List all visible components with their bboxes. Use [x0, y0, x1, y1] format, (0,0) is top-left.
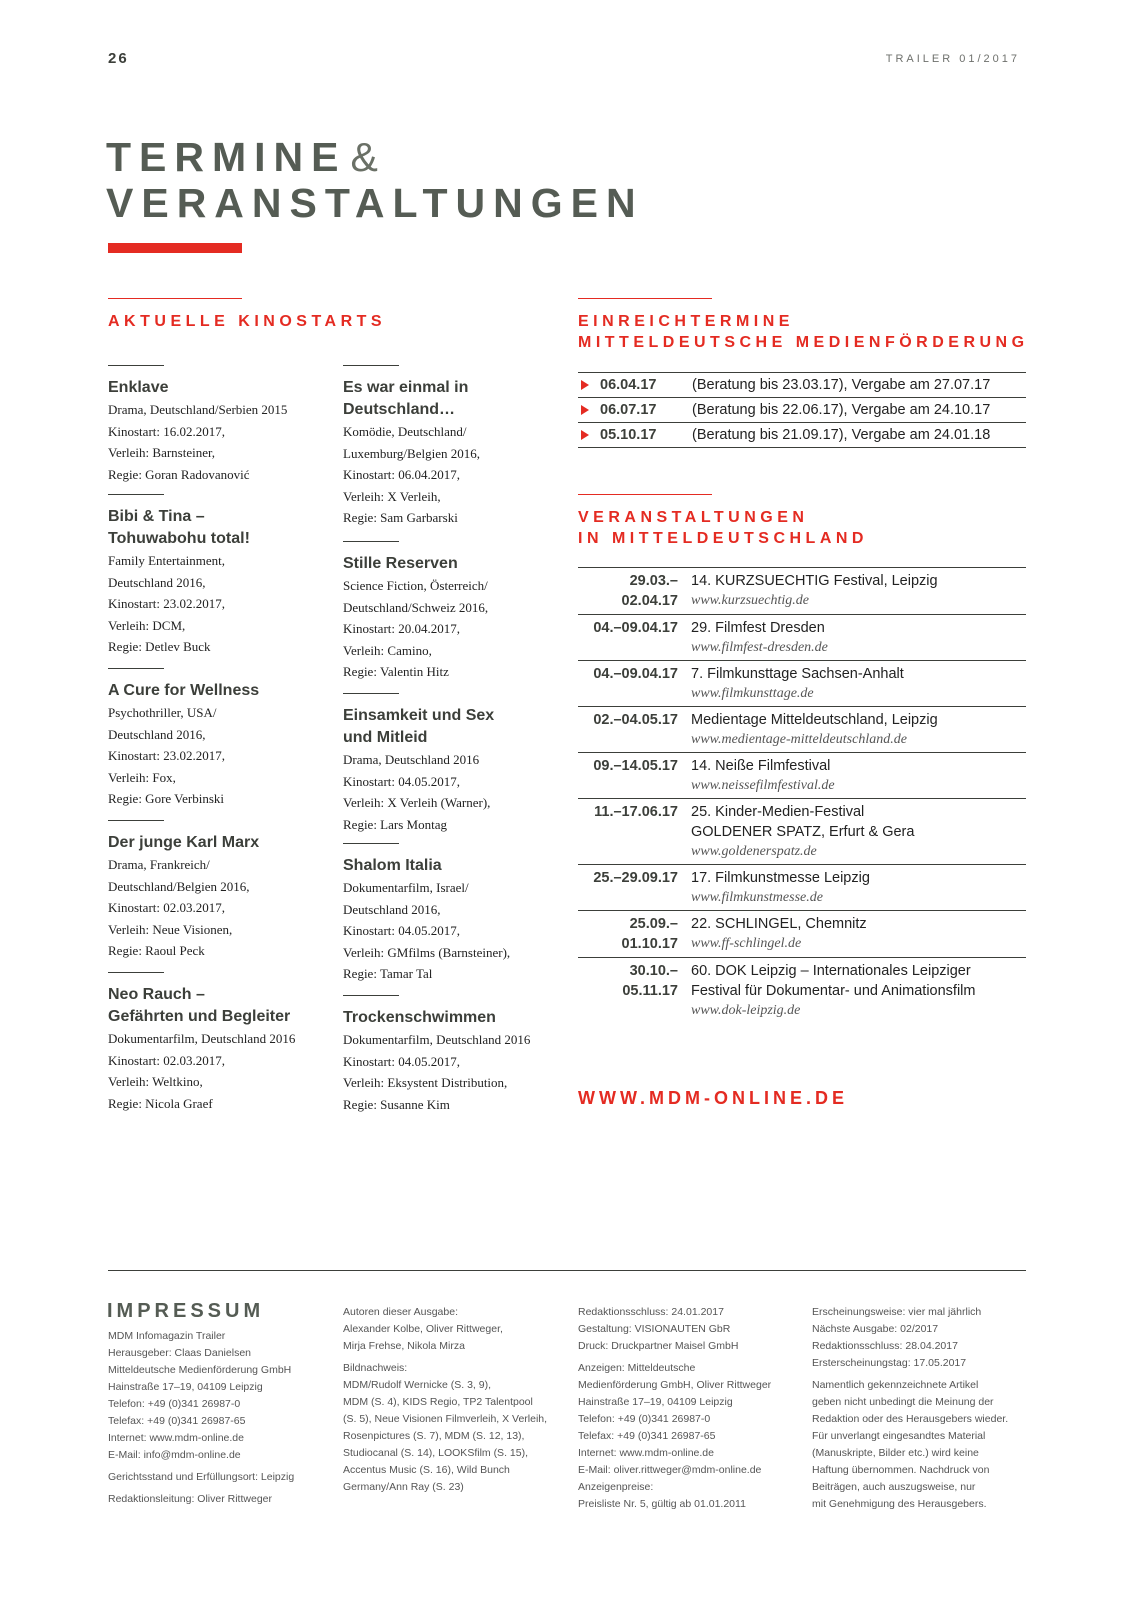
event-url[interactable]: www.kurzsuechtig.de [691, 593, 809, 608]
einreichtermine-rule [578, 298, 712, 299]
impressum-rule [108, 1270, 1026, 1271]
impressum-heading: IMPRESSUM [107, 1300, 265, 1322]
event-date: 25.09.– 01.10.17 [621, 916, 678, 952]
film-trockenschwimmen [343, 995, 568, 1115]
event-date: 09.–14.05.17 [593, 758, 678, 774]
film-separator [108, 365, 164, 366]
film-title: Stille Reserven [343, 555, 458, 572]
film-enklave [108, 365, 333, 485]
film-title: Enklave [108, 379, 169, 396]
event-name: 29. Filmfest Dresden [691, 620, 825, 636]
deadline-date: 05.10.17 [600, 427, 657, 443]
deadline-text: (Beratung bis 21.09.17), Vergabe am 24.01.18 [692, 427, 991, 443]
kinostarts-heading: AKTUELLE KINOSTARTS [108, 313, 387, 330]
impressum-text: Namentlich gekennzeichnete Artikel geben nicht unbedingt die Meinung der Redaktion oder des Herausgebers wieder. Für unverlangt eingesandtes Material (Manuskripte, Bilder etc.) wird keine Haftung übernommen. Nachdruck von Beiträgen, auch auszugsweise, nur mit Genehmigung des Herausgebers. [812, 1379, 1009, 1510]
event-row [578, 568, 1026, 615]
film-neo-rauch [108, 972, 333, 1114]
event-url[interactable]: www.goldenerspatz.de [691, 844, 817, 859]
event-row [578, 799, 1026, 865]
title-ampersand: & [350, 134, 378, 180]
event-date: 02.–04.05.17 [593, 712, 678, 728]
impressum-text: MDM Infomagazin Trailer Herausgeber: Claas Danielsen Mitteldeutsche Medienförderung GmbH Hainstraße 17–19, 04109 Leipzig Telefon: +49 (0)341 26987-0 Telefax: +49 (0)341 26987-65 Internet: www.mdm-online.de E-Mail: info@mdm-online.de [108, 1330, 292, 1461]
deadline-row [578, 373, 1026, 398]
einreichtermine-heading-line1: EINREICHTERMINE [578, 313, 794, 330]
film-details: Family Entertainment, Deutschland 2016, Kinostart: 23.02.2017, Verleih: DCM, Regie: Detlev Buck [108, 553, 225, 654]
film-title: Neo Rauch – Gefährten und Begleiter [108, 986, 291, 1025]
event-name: 17. Filmkunstmesse Leipzig [691, 870, 870, 886]
events-table [578, 567, 1026, 1023]
einreichtermine-heading-line2: MITTELDEUTSCHE MEDIENFÖRDERUNG [578, 334, 1029, 351]
impressum-col-2 [343, 1304, 573, 1501]
event-row [578, 958, 1026, 1023]
film-details: Drama, Deutschland/Serbien 2015 Kinostart: 16.02.2017, Verleih: Barnsteiner, Regie: Goran Radovanović [108, 402, 288, 482]
film-title: Shalom Italia [343, 857, 442, 874]
impressum-text: Erscheinungsweise: vier mal jährlich Nächste Ausgabe: 02/2017 Redaktionsschluss: 28.04.2017 Ersterscheinungstag: 17.05.2017 [812, 1306, 982, 1369]
impressum-text: Anzeigen: Mitteldeutsche Medienförderung GmbH, Oliver Rittweger Hainstraße 17–19, 04109 Leipzig Telefon: +49 (0)341 26987-0 Telefax: +49 (0)341 26987-65 Internet: www.mdm-online.de E-Mail: oliver.rittweger@mdm-online.de Anzeigenpreise: Preisliste Nr. 5, gültig ab 01.01.2011 [578, 1362, 772, 1510]
film-details: Science Fiction, Österreich/ Deutschland/Schweiz 2016, Kinostart: 20.04.2017, Verleih: Camino, Regie: Valentin Hitz [343, 578, 489, 679]
event-name: 60. DOK Leipzig – Internationales Leipziger Festival für Dokumentar- und Animationsfilm [691, 963, 976, 999]
kinostarts-rule [108, 298, 242, 299]
film-es-war-einmal [343, 365, 568, 529]
veranstaltungen-heading [578, 507, 868, 549]
deadline-text: (Beratung bis 23.03.17), Vergabe am 27.07.17 [692, 377, 991, 393]
film-separator [343, 693, 399, 694]
event-row [578, 865, 1026, 911]
event-url[interactable]: www.neissefilmfestival.de [691, 778, 835, 793]
film-title: Einsamkeit und Sex und Mitleid [343, 707, 495, 746]
film-title: Trockenschwimmen [343, 1009, 496, 1026]
film-title: A Cure for Wellness [108, 682, 260, 699]
film-bibi-tina [108, 494, 333, 658]
page-number: 26 [108, 50, 129, 67]
film-cure-for-wellness [108, 668, 333, 810]
film-separator [108, 972, 164, 973]
title-accent-bar [108, 243, 242, 253]
event-name: 14. Neiße Filmfestival [691, 758, 831, 774]
event-date: 29.03.– 02.04.17 [621, 573, 678, 609]
event-row [578, 911, 1026, 958]
deadline-text: (Beratung bis 22.06.17), Vergabe am 24.10.17 [692, 402, 991, 418]
film-separator [343, 541, 399, 542]
impressum-col-4 [812, 1304, 1042, 1518]
veranstaltungen-heading-line2: IN MITTELDEUTSCHLAND [578, 530, 868, 547]
running-title: TRAILER 01/2017 [885, 53, 1020, 65]
film-details: Dokumentarfilm, Israel/ Deutschland 2016, Kinostart: 04.05.2017, Verleih: GMfilms (Barnsteiner), Regie: Tamar Tal [343, 880, 511, 981]
impressum-col-1 [108, 1328, 338, 1513]
bullet-triangle-icon [581, 430, 589, 440]
film-separator [343, 843, 399, 844]
bullet-triangle-icon [581, 380, 589, 390]
event-row [578, 707, 1026, 753]
event-row [578, 661, 1026, 707]
event-name: 22. SCHLINGEL, Chemnitz [691, 916, 867, 932]
deadline-row [578, 423, 1026, 448]
event-date: 25.–29.09.17 [593, 870, 678, 886]
film-details: Komödie, Deutschland/ Luxemburg/Belgien 2016, Kinostart: 06.04.2017, Verleih: X Verleih, Regie: Sam Garbarski [343, 424, 480, 525]
event-name: 25. Kinder-Medien-Festival GOLDENER SPATZ, Erfurt & Gera [691, 804, 915, 840]
film-separator [108, 668, 164, 669]
page-title [106, 134, 644, 226]
film-separator [343, 995, 399, 996]
event-name: Medientage Mitteldeutschland, Leipzig [691, 712, 938, 728]
impressum-col-3 [578, 1304, 808, 1518]
impressum-text: Bildnachweis: MDM/Rudolf Wernicke (S. 3, 9), MDM (S. 4), KIDS Regio, TP2 Talentpool (S. 5), Neue Visionen Filmverleih, X Verleih, Rosenpictures (S. 7), MDM (S. 12, 13), Studiocanal (S. 14), LOOKSfilm (S. 15), Accentus Music (S. 16), Wild Bunch Germany/Ann Ray (S. 23) [343, 1362, 548, 1493]
film-details: Dokumentarfilm, Deutschland 2016 Kinostart: 02.03.2017, Verleih: Weltkino, Regie: Nicola Graef [108, 1031, 296, 1111]
event-url[interactable]: www.medientage-mitteldeutschland.de [691, 732, 907, 747]
film-title: Der junge Karl Marx [108, 834, 260, 851]
deadline-row [578, 398, 1026, 423]
event-name: 14. KURZSUECHTIG Festival, Leipzig [691, 573, 938, 589]
film-separator [343, 365, 399, 366]
event-url[interactable]: www.ff-schlingel.de [691, 936, 802, 951]
title-line2: VERANSTALTUNGEN [106, 180, 644, 226]
event-date: 04.–09.04.17 [593, 666, 678, 682]
event-url[interactable]: www.filmkunsttage.de [691, 686, 814, 701]
deadline-table [578, 372, 1026, 448]
film-title: Bibi & Tina – Tohuwabohu total! [108, 508, 250, 547]
impressum-text: Gerichtsstand und Erfüllungsort: Leipzig [108, 1471, 295, 1483]
event-date: 30.10.– 05.11.17 [622, 963, 678, 999]
website-link[interactable]: WWW.MDM-ONLINE.DE [578, 1088, 848, 1108]
film-details: Drama, Frankreich/ Deutschland/Belgien 2016, Kinostart: 02.03.2017, Verleih: Neue Visionen, Regie: Raoul Peck [108, 857, 250, 958]
veranstaltungen-rule [578, 494, 712, 495]
film-separator [108, 494, 164, 495]
film-karl-marx [108, 820, 333, 962]
event-name: 7. Filmkunsttage Sachsen-Anhalt [691, 666, 904, 682]
event-url[interactable]: www.filmkunstmesse.de [691, 890, 823, 905]
film-title: Es war einmal in Deutschland… [343, 379, 469, 418]
film-details: Psychothriller, USA/ Deutschland 2016, Kinostart: 23.02.2017, Verleih: Fox, Regie: Gore Verbinski [108, 705, 225, 806]
impressum-text: Autoren dieser Ausgabe: Alexander Kolbe, Oliver Rittweger, Mirja Frehse, Nikola Mirza [343, 1306, 503, 1352]
event-row [578, 615, 1026, 661]
event-row [578, 753, 1026, 799]
event-url[interactable]: www.filmfest-dresden.de [691, 640, 828, 655]
bullet-triangle-icon [581, 405, 589, 415]
film-details: Dokumentarfilm, Deutschland 2016 Kinostart: 04.05.2017, Verleih: Eksystent Distribution, Regie: Susanne Kim [343, 1032, 531, 1112]
film-shalom-italia [343, 843, 568, 985]
einreichtermine-heading [578, 311, 1029, 353]
impressum-text: Redaktionsleitung: Oliver Rittweger [108, 1493, 272, 1505]
film-einsamkeit [343, 693, 568, 835]
film-stille-reserven [343, 541, 568, 683]
deadline-date: 06.04.17 [600, 377, 657, 393]
film-details: Drama, Deutschland 2016 Kinostart: 04.05.2017, Verleih: X Verleih (Warner), Regie: Lars Montag [343, 752, 491, 832]
veranstaltungen-heading-line1: VERANSTALTUNGEN [578, 509, 809, 526]
event-url[interactable]: www.dok-leipzig.de [691, 1003, 801, 1018]
title-line1: TERMINE [106, 134, 347, 180]
event-date: 11.–17.06.17 [594, 804, 678, 820]
film-separator [108, 820, 164, 821]
event-date: 04.–09.04.17 [593, 620, 678, 636]
impressum-text: Redaktionsschluss: 24.01.2017 Gestaltung: VISIONAUTEN GbR Druck: Druckpartner Maisel GmbH [578, 1306, 739, 1352]
deadline-date: 06.07.17 [600, 402, 657, 418]
